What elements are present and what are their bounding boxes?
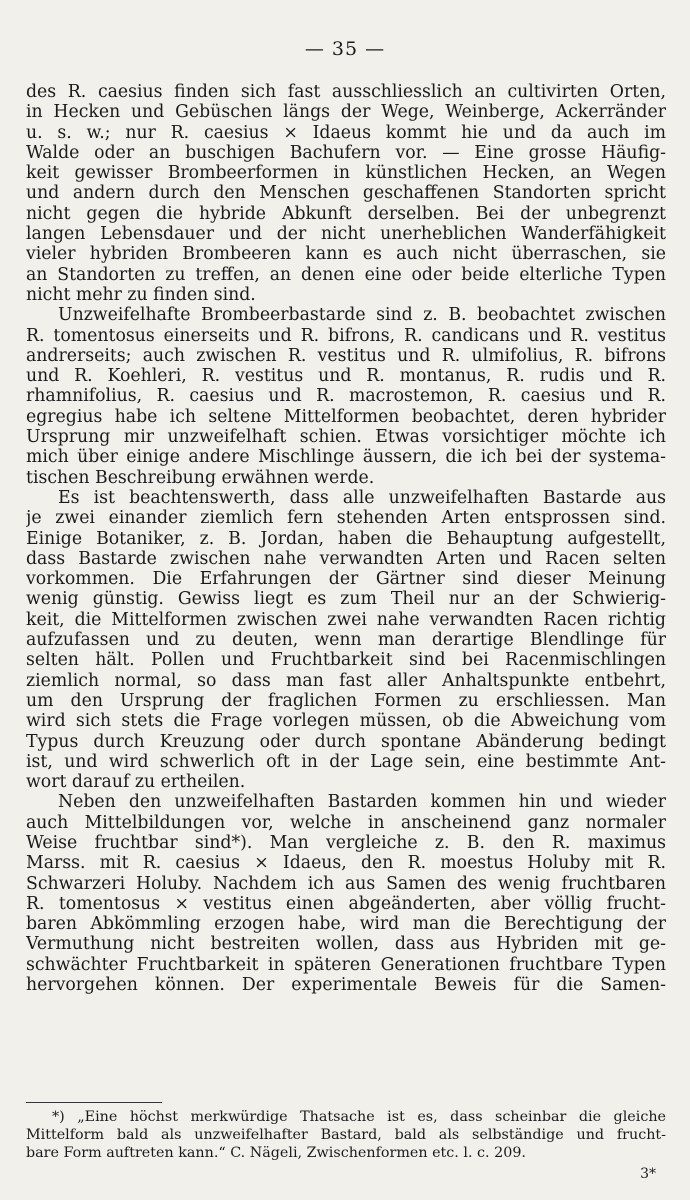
text-line: vorkommen. Die Erfahrungen der Gärtner sind dieser Meinung [26,569,666,590]
text-line: R. tomentosus ⨯ vestitus einen abgeänderten, aber völlig frucht- [26,893,666,914]
text-line: keit gewisser Brombeerformen in künstlichen Hecken, an Wegen [26,163,666,184]
footnote-divider [26,1102,162,1103]
text-line: wird sich stets die Frage vorlegen müssen, ob die Abweichung vom [26,711,666,732]
text-line: Marss. mit R. caesius ⨯ Idaeus, den R. moestus Holuby mit R. [26,853,666,874]
footnote-line: Mittelform bald als unzweifelhafter Bastard, bald als selbständige und frucht- [26,1127,666,1143]
text-line: wenig günstig. Gewiss liegt es zum Theil nur an der Schwierig- [26,589,666,610]
text-line: Weise fruchtbar sind*). Man vergleiche z. B. den R. maximus [26,832,666,853]
paragraph-start-line: Unzweifelhafte Brombeerbastarde sind z. B. beobachtet zwischen [58,305,666,326]
text-line: dass Bastarde zwischen nahe verwandten Arten und Racen selten [26,548,666,569]
text-line: schwächter Fruchtbarkeit in späteren Generationen fruchtbare Typen [26,954,666,975]
page-number: — 35 — [304,38,386,60]
text-line: um den Ursprung der fraglichen Formen zu erschliessen. Man [26,690,666,711]
text-line: Walde oder an buschigen Bachufern vor. — Eine grosse Häufig- [26,142,666,163]
text-line: wort darauf zu ertheilen. [26,772,246,793]
text-line: an Standorten zu treffen, an denen eine oder beide elterliche Typen [26,264,666,285]
text-line: ziemlich normal, so dass man fast aller Anhaltspunkte entbehrt, [26,670,666,691]
text-line: mich über einige andere Mischlinge äussern, die ich bei der systema- [26,447,666,468]
text-line: und R. Koehleri, R. vestitus und R. montanus, R. rudis und R. [26,366,666,387]
text-line: je zwei einander ziemlich fern stehenden Arten entsprossen sind. [26,508,666,529]
text-line: baren Abkömmling erzogen habe, wird man die Berechtigung der [26,914,666,935]
text-line: u. s. w.; nur R. caesius ⨯ Idaeus kommt hie und da auch im [26,122,666,143]
text-line: ist, und wird schwerlich oft in der Lage sein, eine bestimmte Ant- [26,751,666,772]
printer-signature-mark: 3* [640,1166,656,1182]
text-line: aufzufassen und zu deuten, wenn man derartige Blendlinge für [26,630,666,651]
text-line: rhamnifolius, R. caesius und R. macrostemon, R. caesius und R. [26,386,666,407]
footnote [26,1108,666,1162]
text-line: langen Lebensdauer und der nicht unerheblichen Wanderfähigkeit [26,224,666,245]
footnote-line: *) „Eine höchst merkwürdige Thatsache ist es, dass scheinbar die gleiche [52,1109,666,1125]
text-line: egregius habe ich seltene Mittelformen beobachtet, deren hybrider [26,406,666,427]
text-line: R. tomentosus einerseits und R. bifrons, R. candicans und R. vestitus [26,325,666,346]
text-line: Ursprung mir unzweifelhaft schien. Etwas vorsichtiger möchte ich [26,427,666,448]
text-line: nicht gegen die hybride Abkunft derselben. Bei der unbegrenzt [26,203,666,224]
footnote-line: bare Form auftreten kann.“ C. Nägeli, Zwischenformen etc. l. c. 209. [26,1145,526,1161]
text-line: vieler hybriden Brombeeren kann es auch nicht überraschen, sie [26,244,666,265]
text-line: nicht mehr zu finden sind. [26,284,256,305]
text-line: auch Mittelbildungen vor, welche in anscheinend ganz normaler [26,812,666,833]
text-line: Typus durch Kreuzung oder durch spontane Abänderung bedingt [26,731,666,752]
text-line: Einige Botaniker, z. B. Jordan, haben die Behauptung aufgestellt, [26,528,666,549]
text-line: Schwarzeri Holuby. Nachdem ich aus Samen des wenig fruchtbaren [26,873,666,894]
text-line: Vermuthung nicht bestreiten wollen, dass aus Hybriden mit ge- [26,934,666,955]
text-line: selten hält. Pollen und Fruchtbarkeit sind bei Racenmischlingen [26,650,666,671]
text-line: hervorgehen können. Der experimentale Beweis für die Samen- [26,975,666,996]
text-line: andrerseits; auch zwischen R. vestitus und R. ulmifolius, R. bifrons [26,345,666,366]
text-line: keit, die Mittelformen zwischen zwei nahe verwandten Racen richtig [26,609,666,630]
text-line: tischen Beschreibung erwähnen werde. [26,467,375,488]
text-line: und andern durch den Menschen geschaffenen Standorten spricht [26,183,666,204]
text-line: in Hecken und Gebüschen längs der Wege, Weinberge, Ackerränder [26,102,666,123]
paragraph-start-line: Neben den unzweifelhaften Bastarden kommen hin und wieder [58,792,666,813]
text-line: des R. caesius finden sich fast ausschliesslich an cultivirten Orten, [26,82,666,102]
body-text [26,82,666,995]
paragraph-start-line: Es ist beachtenswerth, dass alle unzweifelhaften Bastarde aus [58,487,666,508]
